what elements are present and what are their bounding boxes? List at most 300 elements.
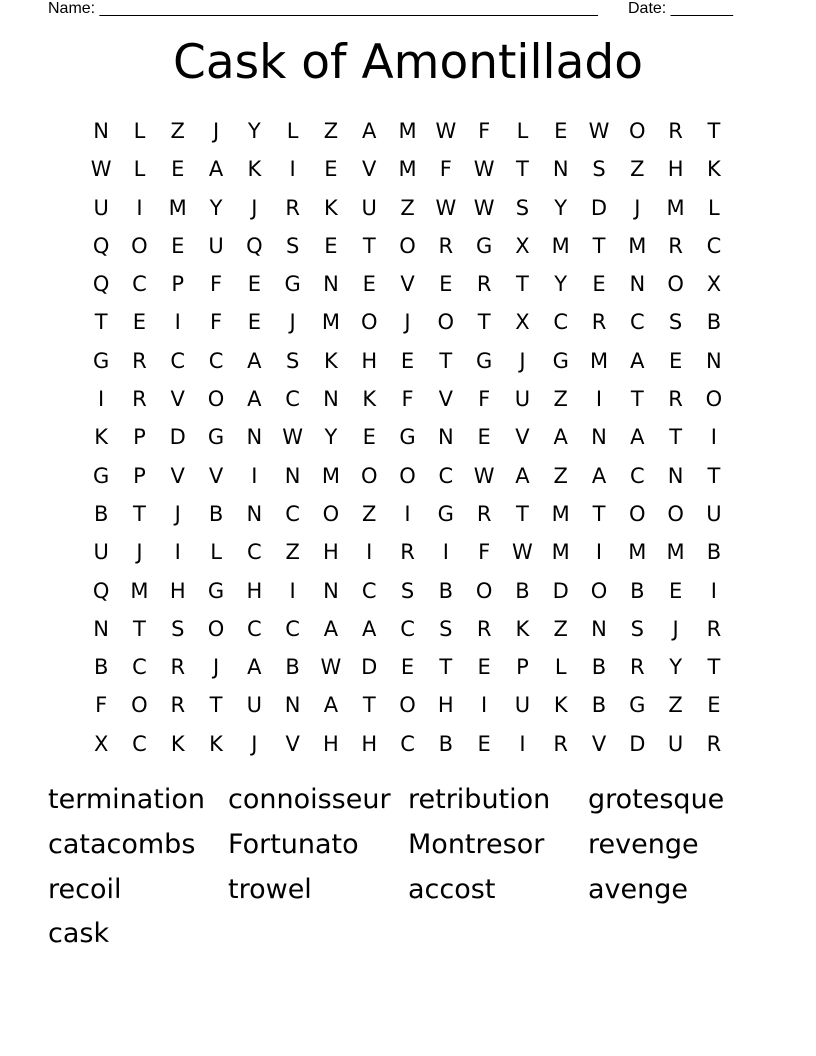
word-list-item: Fortunato — [228, 828, 359, 860]
grid-letter: S — [285, 348, 300, 373]
grid-letter: Z — [553, 463, 568, 488]
grid-letter: E — [477, 655, 491, 680]
grid-letter: X — [93, 731, 109, 756]
grid-letter: K — [553, 693, 568, 718]
grid-letter: N — [323, 272, 339, 297]
grid-letter: L — [708, 195, 720, 220]
grid-letter: A — [208, 157, 224, 182]
word-list-item: retribution — [408, 784, 551, 815]
grid-letter: K — [324, 195, 338, 220]
grid-letter: T — [362, 693, 376, 718]
grid-letter: W — [588, 119, 610, 143]
grid-letter: T — [439, 348, 453, 373]
grid-letter: M — [628, 540, 647, 565]
grid-letter: O — [590, 578, 608, 603]
grid-letter: U — [514, 387, 531, 412]
grid-letter: R — [132, 387, 147, 412]
grid-letter: U — [208, 233, 224, 258]
grid-letter: Y — [669, 655, 683, 680]
grid-letter: W — [512, 540, 533, 565]
grid-letter: R — [476, 616, 492, 641]
grid-letter: J — [634, 195, 641, 220]
grid-letter: T — [133, 501, 146, 526]
grid-letter: E — [362, 272, 376, 297]
grid-letter: M — [398, 119, 417, 143]
grid-letter: R — [706, 616, 722, 641]
grid-letter: B — [285, 655, 300, 680]
grid-letter: F — [478, 119, 491, 143]
grid-letter: N — [246, 425, 263, 450]
grid-letter: V — [438, 387, 453, 412]
grid-letter: S — [515, 195, 530, 220]
word-list-item: accost — [408, 873, 496, 905]
grid-letter: D — [361, 655, 378, 680]
grid-letter: A — [591, 463, 607, 488]
grid-letter: S — [400, 578, 415, 603]
grid-letter: T — [707, 463, 721, 488]
grid-letter: E — [439, 272, 453, 297]
grid-letter: F — [439, 157, 452, 182]
grid-letter: M — [551, 233, 570, 258]
grid-letter: A — [323, 693, 339, 718]
grid-letter: I — [442, 540, 449, 565]
grid-letter: B — [706, 540, 722, 565]
grid-letter: C — [438, 463, 454, 488]
grid-letter: T — [516, 157, 529, 182]
grid-letter: G — [399, 425, 416, 450]
grid-letter: C — [247, 540, 262, 565]
grid-letter: T — [439, 655, 453, 680]
grid-letter: B — [515, 578, 530, 603]
grid-letter: W — [473, 195, 495, 220]
grid-letter: K — [707, 157, 721, 182]
grid-letter: I — [98, 387, 105, 412]
grid-letter: D — [629, 731, 646, 756]
grid-letter: L — [133, 157, 146, 182]
word-list-item: termination — [48, 784, 206, 815]
grid-letter: O — [629, 501, 646, 526]
grid-letter: C — [247, 616, 262, 641]
grid-letter: L — [133, 119, 146, 143]
grid-letter: U — [706, 501, 722, 526]
word-list — [48, 778, 768, 957]
grid-letter: S — [630, 616, 644, 641]
grid-letter: Y — [554, 195, 568, 220]
grid-letter: J — [251, 195, 258, 220]
grid-letter: N — [552, 157, 569, 182]
grid-letter: T — [592, 501, 606, 526]
grid-letter: G — [207, 425, 225, 450]
grid-letter: M — [398, 157, 417, 182]
grid-letter: F — [209, 310, 223, 335]
grid-letter: H — [169, 578, 186, 603]
grid-letter: A — [553, 425, 568, 450]
grid-letter: E — [171, 157, 185, 182]
grid-letter: F — [95, 693, 108, 718]
grid-letter: Y — [324, 425, 338, 450]
grid-letter: J — [136, 540, 143, 565]
grid-letter: C — [285, 501, 300, 526]
grid-letter: X — [515, 310, 530, 335]
grid-letter: B — [438, 731, 454, 756]
grid-letter: U — [361, 195, 377, 220]
grid-letter: Z — [400, 195, 415, 220]
grid-letter: N — [323, 578, 339, 603]
grid-letter: O — [667, 501, 684, 526]
grid-letter: V — [170, 387, 185, 412]
grid-letter: G — [207, 578, 225, 603]
grid-letter: C — [132, 655, 147, 680]
grid-letter: M — [666, 195, 685, 220]
grid-letter: L — [210, 540, 222, 565]
grid-letter: B — [93, 501, 109, 526]
grid-letter: T — [477, 310, 491, 335]
grid-letter: X — [706, 272, 722, 297]
grid-letter: M — [551, 540, 570, 565]
grid-letter: R — [476, 501, 492, 526]
grid-letter: O — [705, 387, 723, 412]
grid-letter: N — [591, 425, 607, 450]
grid-letter: E — [707, 693, 721, 718]
grid-letter: S — [592, 157, 606, 182]
grid-letter: O — [322, 501, 340, 526]
grid-letter: Z — [323, 119, 339, 143]
grid-letter: N — [323, 387, 339, 412]
grid-letter: C — [132, 272, 147, 297]
grid-letter: B — [591, 655, 607, 680]
grid-letter: C — [132, 731, 147, 756]
name-field-label: Name: ________________________________________________________ — [48, 0, 598, 17]
grid-letter: M — [551, 501, 570, 526]
grid-letter: T — [707, 119, 721, 143]
grid-letter: V — [400, 272, 415, 297]
grid-letter: Z — [362, 501, 377, 526]
grid-letter: Q — [92, 578, 110, 603]
grid-letter: S — [171, 616, 185, 641]
grid-letter: O — [360, 463, 378, 488]
grid-letter: O — [629, 119, 646, 143]
grid-letter: R — [400, 540, 415, 565]
page-title: Cask of Amontillado — [173, 35, 643, 90]
grid-letter: N — [706, 348, 722, 373]
grid-letter: A — [362, 616, 377, 641]
grid-letter: C — [285, 387, 300, 412]
grid-letter: Z — [553, 616, 568, 641]
grid-letter: I — [251, 463, 258, 488]
grid-letter: K — [515, 616, 530, 641]
grid-letter: C — [170, 348, 186, 373]
grid-letter: P — [133, 463, 146, 488]
grid-letter: A — [630, 348, 645, 373]
grid-letter: I — [366, 540, 373, 565]
grid-letter: D — [590, 195, 608, 220]
grid-letter: N — [93, 616, 109, 641]
grid-letter: U — [667, 731, 684, 756]
grid-letter: G — [552, 348, 569, 373]
grid-letter: M — [628, 233, 647, 258]
grid-letter: G — [284, 272, 301, 297]
grid-letter: B — [438, 578, 454, 603]
grid-letter: I — [595, 387, 603, 412]
grid-letter: N — [437, 425, 454, 450]
grid-letter: L — [554, 655, 567, 680]
grid-letter: I — [174, 310, 181, 335]
grid-letter: G — [93, 463, 110, 488]
grid-letter: T — [94, 310, 108, 335]
grid-letter: R — [170, 693, 186, 718]
grid-letter: O — [131, 693, 148, 718]
word-list-item: avenge — [588, 873, 688, 905]
grid-letter: O — [207, 616, 225, 641]
grid-letter: Z — [668, 693, 683, 718]
grid-letter: B — [208, 501, 224, 526]
grid-letter: K — [247, 157, 262, 182]
header — [48, 0, 740, 18]
grid-letter: R — [591, 310, 607, 335]
grid-letter: T — [133, 616, 146, 641]
grid-letter: V — [208, 463, 224, 488]
grid-letter: R — [706, 731, 722, 756]
grid-letter: C — [400, 731, 415, 756]
grid-letter: N — [284, 693, 301, 718]
grid-letter: T — [592, 233, 606, 258]
grid-letter: E — [477, 425, 491, 450]
grid-letter: P — [171, 272, 185, 297]
grid-letter: A — [515, 463, 530, 488]
grid-letter: W — [90, 157, 112, 182]
grid-letter: E — [247, 272, 261, 297]
grid-letter: C — [285, 616, 300, 641]
grid-letter: I — [710, 425, 717, 450]
grid-letter: A — [323, 616, 339, 641]
grid-letter: T — [209, 693, 223, 718]
grid-letter: T — [516, 272, 529, 297]
grid-letter: C — [400, 616, 415, 641]
grid-letter: O — [207, 387, 225, 412]
grid-letter: B — [93, 655, 109, 680]
grid-letter: H — [361, 731, 378, 756]
grid-letter: N — [284, 463, 301, 488]
grid-letter: O — [360, 310, 378, 335]
grid-letter: J — [289, 310, 296, 335]
grid-letter: J — [251, 731, 258, 756]
grid-letter: D — [169, 425, 186, 450]
grid-letter: Z — [553, 387, 568, 412]
word-list-item: catacombs — [48, 828, 196, 860]
grid-letter: H — [361, 348, 378, 373]
letter-grid — [82, 112, 733, 763]
grid-letter: C — [706, 233, 722, 258]
grid-letter: G — [475, 233, 493, 258]
grid-letter: O — [667, 272, 684, 297]
grid-letter: I — [481, 693, 488, 718]
grid-letter: G — [437, 501, 454, 526]
grid-letter: J — [212, 655, 220, 680]
grid-letter: Q — [92, 272, 110, 297]
grid-letter: H — [246, 578, 263, 603]
grid-letter: J — [174, 501, 181, 526]
grid-letter: Q — [246, 233, 263, 258]
grid-letter: E — [324, 233, 338, 258]
grid-letter: R — [630, 655, 645, 680]
grid-letter: N — [591, 616, 607, 641]
grid-letter: U — [93, 540, 109, 565]
grid-letter: Q — [92, 233, 110, 258]
grid-letter: B — [630, 578, 645, 603]
grid-letter: Y — [247, 119, 261, 143]
grid-letter: T — [516, 501, 529, 526]
word-list-item: cask — [48, 918, 110, 950]
grid-letter: E — [668, 578, 683, 603]
grid-letter: M — [130, 578, 149, 603]
grid-letter: R — [668, 119, 683, 143]
grid-letter: N — [246, 501, 263, 526]
word-list-item: trowel — [228, 873, 312, 905]
grid-letter: O — [475, 578, 493, 603]
grid-letter: M — [666, 540, 685, 565]
grid-letter: R — [553, 731, 568, 756]
grid-letter: E — [362, 425, 376, 450]
grid-letter: B — [706, 310, 722, 335]
grid-letter: P — [133, 425, 146, 450]
grid-letter: A — [630, 425, 645, 450]
grid-letter: P — [516, 655, 529, 680]
grid-letter: J — [404, 310, 411, 335]
grid-letter: J — [212, 119, 220, 143]
grid-letter: I — [519, 731, 526, 756]
grid-letter: C — [629, 310, 645, 335]
grid-letter: C — [629, 463, 645, 488]
grid-letter: R — [132, 348, 147, 373]
grid-letter: E — [132, 310, 147, 335]
grid-letter: Y — [209, 195, 223, 220]
grid-letter: Z — [285, 540, 300, 565]
grid-letter: V — [362, 157, 377, 182]
grid-letter: A — [362, 119, 377, 143]
grid-letter: V — [285, 731, 300, 756]
grid-letter: I — [289, 578, 296, 603]
word-list-item: recoil — [48, 873, 122, 905]
grid-letter: I — [710, 578, 717, 603]
date-field-label: Date: _______ — [628, 0, 733, 17]
grid-letter: R — [285, 195, 300, 220]
grid-letter: Z — [630, 157, 645, 182]
grid-letter: K — [94, 425, 109, 450]
grid-letter: F — [209, 272, 223, 297]
grid-letter: R — [668, 387, 683, 412]
grid-letter: O — [399, 693, 416, 718]
grid-letter: G — [629, 693, 646, 718]
grid-letter: N — [93, 119, 109, 143]
grid-letter: X — [515, 233, 530, 258]
grid-letter: N — [667, 463, 684, 488]
grid-letter: O — [399, 463, 416, 488]
grid-letter: I — [404, 501, 411, 526]
grid-letter: O — [131, 233, 148, 258]
grid-letter: W — [282, 425, 304, 450]
grid-letter: A — [247, 655, 262, 680]
grid-letter: G — [93, 348, 110, 373]
grid-letter: K — [170, 731, 185, 756]
grid-letter: I — [136, 195, 143, 220]
grid-letter: W — [473, 463, 495, 488]
grid-letter: A — [247, 387, 262, 412]
grid-letter: C — [361, 578, 377, 603]
grid-letter: O — [399, 233, 416, 258]
word-list-item: revenge — [588, 828, 699, 860]
grid-letter: K — [209, 731, 223, 756]
grid-letter: E — [247, 310, 261, 335]
word-list-item: Montresor — [408, 828, 545, 860]
grid-letter: R — [668, 233, 683, 258]
grid-letter: W — [435, 195, 457, 220]
grid-letter: W — [473, 157, 495, 182]
grid-letter: E — [592, 272, 606, 297]
word-list-item: connoisseur — [228, 784, 391, 815]
grid-letter: G — [475, 348, 493, 373]
grid-letter: J — [672, 616, 679, 641]
grid-letter: V — [515, 425, 530, 450]
grid-letter: L — [286, 119, 299, 143]
grid-letter: M — [589, 348, 609, 373]
grid-letter: H — [667, 157, 684, 182]
grid-letter: D — [552, 578, 569, 603]
grid-letter: A — [247, 348, 262, 373]
grid-letter: I — [289, 157, 296, 182]
grid-letter: E — [668, 348, 683, 373]
grid-letter: J — [519, 348, 526, 373]
grid-letter: W — [320, 655, 342, 680]
grid-letter: R — [170, 655, 186, 680]
grid-letter: V — [170, 463, 185, 488]
grid-letter: W — [435, 119, 457, 143]
grid-letter: T — [630, 387, 644, 412]
grid-letter: E — [554, 119, 568, 143]
grid-letter: Z — [170, 119, 185, 143]
grid-letter: E — [400, 348, 415, 373]
grid-letter: F — [478, 387, 491, 412]
grid-letter: S — [668, 310, 683, 335]
word-list-item: grotesque — [588, 784, 725, 815]
grid-letter: E — [171, 233, 185, 258]
grid-letter: F — [401, 387, 414, 412]
grid-letter: U — [93, 195, 109, 220]
grid-letter: E — [477, 731, 491, 756]
grid-letter: E — [324, 157, 338, 182]
grid-letter: I — [595, 540, 603, 565]
grid-letter: R — [438, 233, 454, 258]
grid-letter: V — [591, 731, 607, 756]
grid-letter: R — [476, 272, 492, 297]
grid-letter: E — [400, 655, 415, 680]
grid-letter: B — [591, 693, 607, 718]
grid-letter: F — [478, 540, 491, 565]
grid-letter: K — [362, 387, 377, 412]
grid-letter: T — [362, 233, 376, 258]
grid-letter: M — [321, 463, 340, 488]
grid-letter: S — [439, 616, 453, 641]
grid-letter: T — [669, 425, 683, 450]
grid-letter: H — [323, 731, 339, 756]
grid-letter: H — [323, 540, 339, 565]
grid-letter: S — [285, 233, 300, 258]
grid-letter: O — [437, 310, 455, 335]
grid-letter: Y — [554, 272, 568, 297]
grid-letter: C — [553, 310, 569, 335]
grid-letter: N — [629, 272, 646, 297]
grid-letter: H — [437, 693, 454, 718]
grid-letter: L — [516, 119, 529, 143]
